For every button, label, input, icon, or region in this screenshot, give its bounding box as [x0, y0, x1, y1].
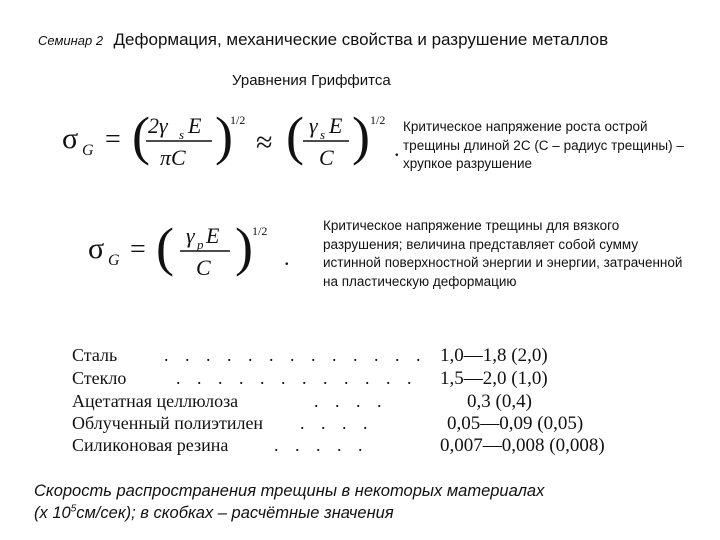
formula2-num-tail: E — [206, 223, 220, 248]
svg-text:=: = — [105, 124, 121, 155]
seminar-label: Семинар 2 — [38, 33, 104, 48]
formula2-lhs: σ — [88, 232, 105, 265]
material-value: 1,0—1,8 (2,0) — [440, 345, 548, 366]
formula1-den1: πC — [160, 145, 186, 170]
slide-subtitle: Уравнения Гриффитса — [232, 72, 391, 89]
material-name: Ацетатная целлюлоза — [72, 391, 239, 411]
svg-text:=: = — [130, 234, 146, 265]
formula1-den2: C — [319, 145, 334, 170]
material-dots: . . . . — [314, 391, 388, 411]
material-dots: . . . . . — [274, 435, 369, 455]
svg-text:): ) — [235, 217, 253, 277]
material-value: 0,3 (0,4) — [467, 391, 532, 412]
svg-text:(: ( — [156, 217, 174, 277]
material-dots: . . . . . . . . . . . . — [176, 368, 418, 388]
griffith-formula-brittle — [58, 108, 403, 183]
formula1-lhs: σ — [62, 122, 79, 155]
table-row — [72, 368, 418, 389]
formula1-approx: ≈ — [256, 126, 273, 159]
formula1-exp2: 1/2 — [370, 113, 386, 127]
svg-text:(: ( — [132, 106, 150, 166]
caption-line-2 — [34, 502, 694, 524]
material-value: 0,05—0,09 (0,05) — [447, 413, 584, 434]
formula1-lhs-sub: G — [82, 142, 94, 159]
slide-header — [38, 30, 608, 50]
caption-exponent: 5 — [70, 503, 77, 515]
formula1-num2-tail: E — [329, 113, 343, 138]
material-value: 1,5—2,0 (1,0) — [440, 368, 548, 389]
formula1-exp1: 1/2 — [230, 113, 246, 127]
formula1-num1: 2γ — [148, 113, 168, 138]
formula2-exp: 1/2 — [252, 224, 268, 238]
material-name: Стекло — [72, 368, 127, 388]
table-row — [72, 435, 369, 456]
svg-text:): ) — [352, 106, 370, 166]
table-row — [72, 391, 388, 412]
svg-text:.: . — [284, 245, 290, 270]
svg-text:.: . — [394, 136, 400, 161]
table-row — [72, 413, 374, 434]
formula1-num2: γ — [309, 113, 318, 138]
formula2-den: C — [196, 255, 211, 280]
material-dots: . . . . . . . . . . . . . — [164, 345, 427, 365]
svg-text:): ) — [215, 106, 233, 166]
formula1-description: Критическое напряжение роста острой трещины длиной 2С (С – радиус трещины) – хрупкое разрушение — [403, 119, 684, 171]
material-name: Силиконовая резина — [72, 435, 229, 455]
material-name: Облученный полиэтилен — [72, 413, 264, 433]
table-caption — [34, 480, 694, 524]
formula1-num1-tail: E — [188, 113, 202, 138]
griffith-formula-ductile — [88, 215, 308, 290]
svg-text:(: ( — [286, 106, 304, 166]
formula2-num-sub: p — [197, 237, 204, 252]
material-name: Сталь — [72, 345, 118, 365]
formula2-num: γ — [186, 223, 195, 248]
slide-title: Деформация, механические свойства и разрушение металлов — [113, 30, 609, 49]
formula1-num1-sub: s — [179, 127, 185, 142]
table-row — [72, 345, 427, 366]
formula2-description: Критическое напряжение трещины для вязкого разрушения; величина представляет собой сумму истинной поверхностной энергии и энергии, затраченной на пластическую деформацию — [323, 218, 683, 289]
formula2-lhs-sub: G — [108, 252, 120, 269]
caption-prefix: (х 10 — [34, 504, 71, 522]
caption-line-1: Скорость распространения трещины в некоторых материалах — [34, 482, 545, 500]
caption-suffix: см/сек); в скобках – расчётные значения — [76, 504, 394, 522]
formula1-num2-sub: s — [320, 127, 326, 142]
material-dots: . . . . — [300, 413, 374, 433]
material-value: 0,007—0,008 (0,008) — [440, 435, 605, 456]
